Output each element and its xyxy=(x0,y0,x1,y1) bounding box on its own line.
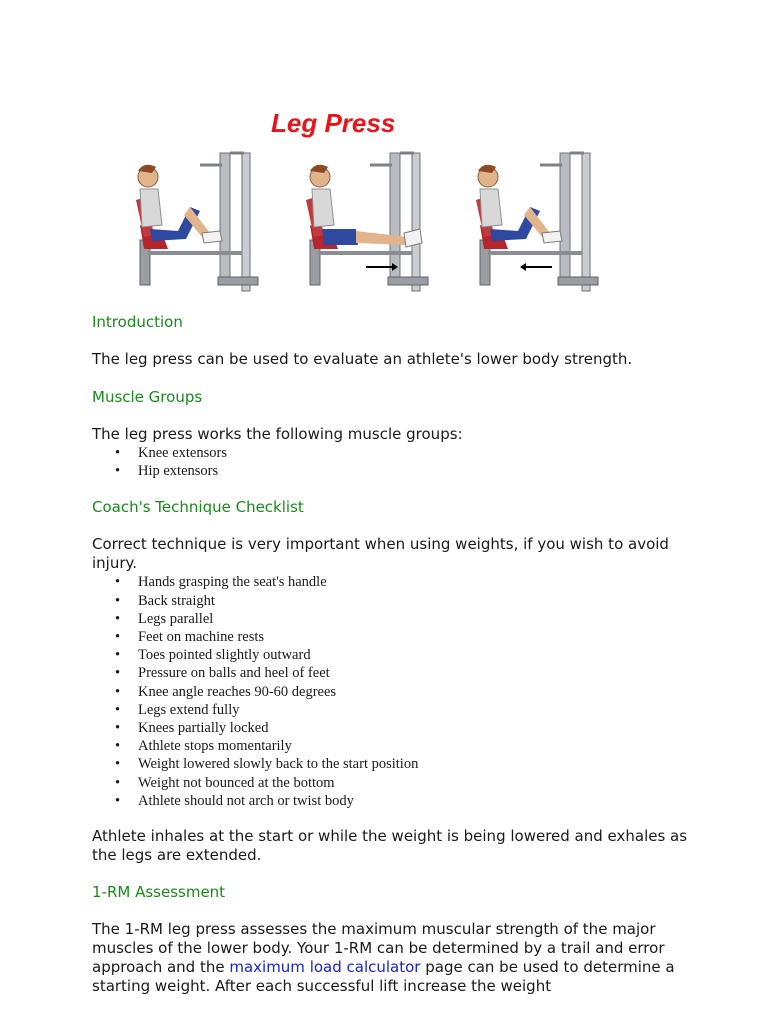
list-item: • Legs parallel xyxy=(138,610,692,628)
heading-muscle-groups: Muscle Groups xyxy=(92,388,203,406)
list-item: • Toes pointed slightly outward xyxy=(138,646,692,664)
list-item: • Hands grasping the seat's handle xyxy=(138,573,692,591)
heading-introduction: Introduction xyxy=(92,313,183,331)
leg-press-start-figure xyxy=(136,153,258,291)
list-item: • Legs extend fully xyxy=(138,701,692,719)
heading-technique-checklist: Coach's Technique Checklist xyxy=(92,498,304,517)
leg-press-illustration xyxy=(130,145,640,295)
leg-press-return-figure xyxy=(476,153,598,291)
leg-press-extended-figure xyxy=(306,153,428,291)
maximum-load-calculator-link[interactable]: maximum load calculator xyxy=(229,958,421,977)
intro-paragraph: The leg press can be used to evaluate an athlete's lower body strength. xyxy=(92,350,633,368)
list-item: • Weight lowered slowly back to the start position xyxy=(138,755,692,773)
rm-paragraph xyxy=(92,920,692,996)
list-item: • Knee angle reaches 90-60 degrees xyxy=(138,683,692,701)
list-item: • Knees partially locked xyxy=(138,719,692,737)
checklist-list xyxy=(92,573,692,810)
article-body xyxy=(92,312,692,996)
muscle-paragraph: The leg press works the following muscle groups: xyxy=(92,425,463,443)
breathing-paragraph: Athlete inhales at the start or while the weight is being lowered and exhales as the legs are extended. xyxy=(92,827,688,865)
rm-text-start: The 1-RM leg press assesses the maximum muscular strength of the major muscles of the lower body. Your 1-RM can be determined by a trail and error approach and the xyxy=(92,920,665,977)
rm-text-end: page can be used to determine a starting weight. After each successful lift increase the weight xyxy=(92,958,675,996)
list-item: • Knee extensors xyxy=(138,444,692,462)
heading-1rm-assessment: 1-RM Assessment xyxy=(92,883,226,902)
muscle-list xyxy=(92,444,692,480)
list-item: • Feet on machine rests xyxy=(138,628,692,646)
page-title: Leg Press xyxy=(271,108,396,138)
list-item: • Athlete stops momentarily xyxy=(138,737,692,755)
list-item: • Athlete should not arch or twist body xyxy=(138,792,692,810)
list-item: • Pressure on balls and heel of feet xyxy=(138,664,692,682)
checklist-paragraph: Correct technique is very important when using weights, if you wish to avoid injury. xyxy=(92,535,669,573)
list-item: • Weight not bounced at the bottom xyxy=(138,774,692,792)
list-item: • Back straight xyxy=(138,592,692,610)
list-item: • Hip extensors xyxy=(138,462,692,480)
